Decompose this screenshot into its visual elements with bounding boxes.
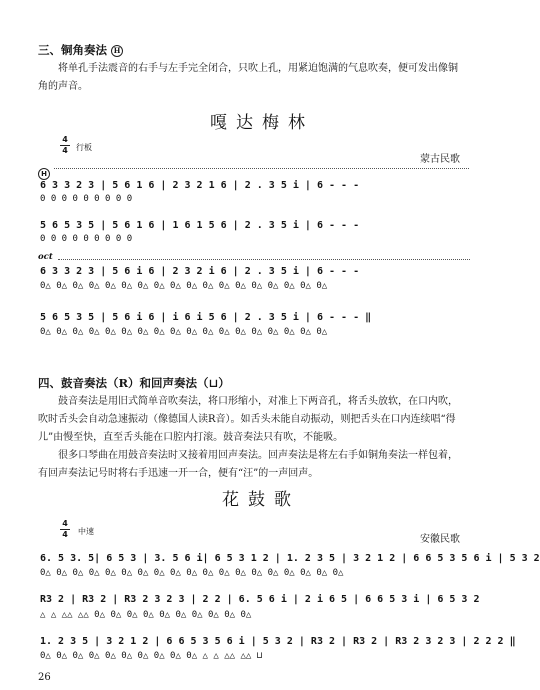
song-1-attribution: 蒙古民歌	[420, 154, 460, 165]
song-1-row-4-under: 0△ 0△ 0△ 0△ 0△ 0△ 0△ 0△ 0△ 0△ 0△ 0△ 0△ 0△ 0△ 0△ 0△ 0△	[40, 327, 328, 337]
song-1-row-2-notes: 5 6 5 3 5 | 5 6 1 6 | 1 6 1 5 6 | 2 . 3 5 i | 6 - - -	[40, 220, 360, 231]
time-sig-bottom: 4	[62, 146, 68, 155]
section-4-paragraph-1: 鼓音奏法是用旧式简单音吹奏法，将口形缩小，对准上下两音孔，将舌头放软，在口内吹，吹时舌头会自动急速振动（像德国人读R音）。如舌头未能自动振动，则把舌头在口内连续唱“得儿”由慢至快，直至舌头能在口腔内打滚。鼓音奏法只有吹，不能吸。	[38, 396, 458, 443]
section-3-title-text: 三、铜角奏法	[38, 43, 107, 57]
section-3-paragraph: 将单孔手法震音的右手与左手完全闭合，只吹上孔，用紧迫饱满的气息吹奏，便可发出像铜角的声音。	[38, 63, 458, 92]
time-sig-top: 4	[62, 135, 68, 144]
song-2-time-signature	[60, 520, 70, 539]
song-1-title: 嘎达梅林	[210, 113, 314, 133]
song-1-row-3-notes: 6 3 3 2 3 | 5 6 i 6 | 2 3 2 i 6 | 2 . 3 5 i | 6 - - -	[40, 266, 360, 277]
song-2-row-1-notes: 6. 5 3. 5| 6 5 3 | 3. 5 6 i| 6 5 3 1 2 | 1. 2 3 5 | 3 2 1 2 | 6 6 5 3 5 6 i | 5 3 2	[40, 553, 540, 564]
song-2-row-2-notes: R3 2 | R3 2 | R3 2 3 2 3 | 2 2 | 6. 5 6 i | 2 i 6 5 | 6 6 5 3 i | 6 5 3 2	[40, 594, 480, 605]
song-2-title: 花鼓歌	[222, 490, 300, 510]
song-1-time-signature	[60, 136, 70, 155]
song-1-tempo: 行板	[76, 143, 92, 152]
song-2-row-3-under: 0△ 0△ 0△ 0△ 0△ 0△ 0△ 0△ 0△ 0△ △ △ △△ △△ ⊔	[40, 651, 263, 661]
song-2-attribution: 安徽民歌	[420, 534, 460, 545]
song-2-row-2-under: △ △ △△ △△ 0△ 0△ 0△ 0△ 0△ 0△ 0△ 0△ 0△ 0△	[40, 610, 252, 620]
marker-dotted-line	[54, 168, 469, 169]
song-2-row-1-under: 0△ 0△ 0△ 0△ 0△ 0△ 0△ 0△ 0△ 0△ 0△ 0△ 0△ 0△ 0△ 0△ 0△ 0△ 0△	[40, 568, 344, 578]
song-2-tempo: 中速	[78, 527, 94, 536]
section-4-paragraph-2: 很多口琴曲在用鼓音奏法时又接着用回声奏法。回声奏法是将左右手如铜角奏法一样包着，有回声奏法记号时将右手迅速一开一合，便有“汪”的一声回声。	[38, 450, 458, 479]
song-1-row-1-notes: 6 3 3 2 3 | 5 6 1 6 | 2 3 2 1 6 | 2 . 3 5 i | 6 - - -	[40, 180, 360, 191]
oct-marker: oct	[38, 252, 53, 262]
page-number: 26	[38, 672, 51, 683]
song-1-row-2-under: 0 0 0 0 0 0 0 0 0	[40, 234, 133, 244]
section-4-title	[38, 375, 230, 391]
brass-marker-icon: H	[38, 168, 50, 180]
time-sig-bottom: 4	[62, 530, 68, 539]
song-1-row-4-notes: 5 6 5 3 5 | 5 6 i 6 | i 6 i 5 6 | 2 . 3 5 i | 6 - - - ‖	[40, 312, 372, 323]
section-3-title	[38, 42, 123, 58]
brass-marker	[38, 162, 50, 181]
song-1-row-1-under: 0 0 0 0 0 0 0 0 0	[40, 194, 133, 204]
song-2-row-3-notes: 1. 2 3 5 | 3 2 1 2 | 6 6 5 3 5 6 i | 5 3 2 | R3 2 | R3 2 | R3 2 3 2 3 | 2 2 2 ‖	[40, 636, 516, 647]
song-1-row-3-under: 0△ 0△ 0△ 0△ 0△ 0△ 0△ 0△ 0△ 0△ 0△ 0△ 0△ 0△ 0△ 0△ 0△ 0△	[40, 281, 328, 291]
echo-symbol-icon: ⊔	[208, 376, 219, 390]
section-4-title-text: 四、鼓音奏法（R）和回声奏法（	[38, 376, 209, 390]
time-sig-top: 4	[62, 519, 68, 528]
oct-dotted-line	[58, 259, 470, 260]
brass-symbol-icon: H	[111, 45, 123, 57]
section-4-title-end: ）	[218, 376, 230, 390]
